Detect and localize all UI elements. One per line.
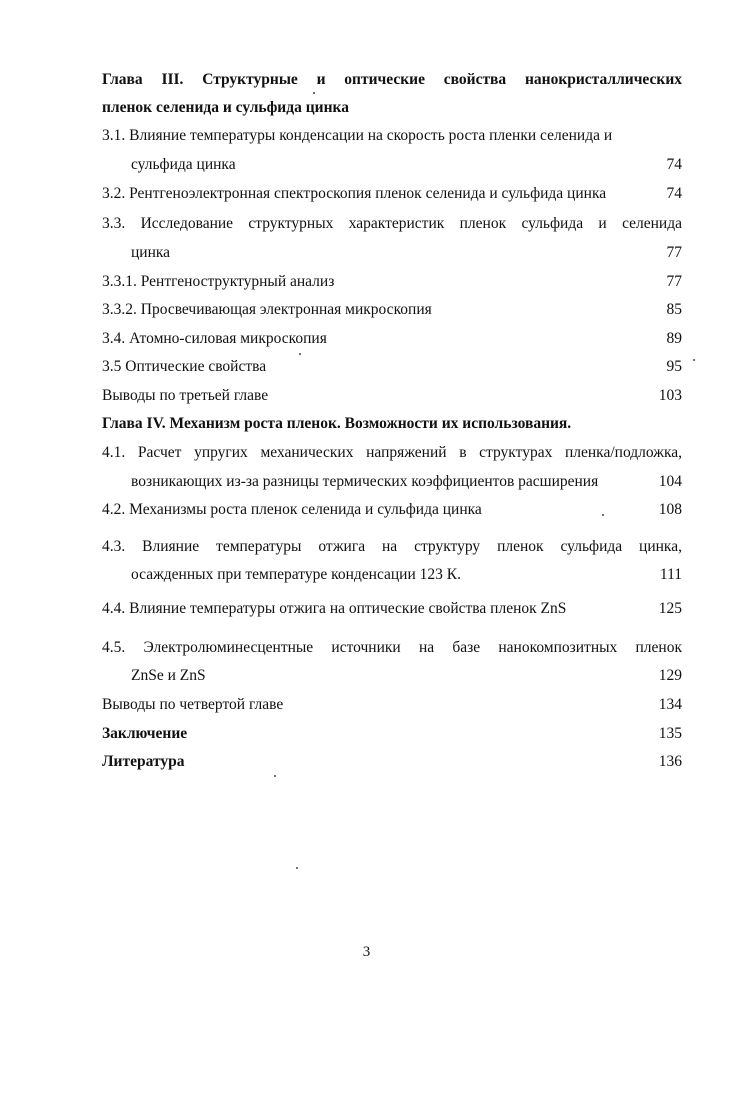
toc-entry-conclusions-3-page: 103 <box>658 387 682 404</box>
toc-entry-3-3-page: 77 <box>666 244 682 261</box>
scan-speck <box>299 353 301 355</box>
toc-entry-3-3-1-text: 3.3.1. Рентгеноструктурный анализ <box>102 273 335 290</box>
scan-speck <box>693 359 695 361</box>
toc-entry-4-1-page: 104 <box>658 473 682 490</box>
toc-entry-3-2-page: 74 <box>666 185 682 202</box>
toc-entry-4-5-line-2: ZnSe и ZnS <box>131 667 206 684</box>
toc-entry-4-3-line-2: осажденных при температуре конденсации 123 К. <box>131 566 461 583</box>
toc-entry-conclusions-4-page: 134 <box>658 696 682 713</box>
toc-entry-4-1-line-2: возникающих из-за разницы термических коэффициентов расширения <box>131 473 599 490</box>
toc-entry-4-4-page: 125 <box>658 600 682 617</box>
toc-entry-3-1-page: 74 <box>666 156 682 173</box>
toc-entry-3-3-line-2: цинка <box>131 244 171 261</box>
toc-entry-3-4-page: 89 <box>666 330 682 347</box>
toc-entry-4-5-line-1: 4.5. Электролюминесцентные источники на базе нанокомпозитных пленок <box>102 639 682 656</box>
toc-entry-literature-page: 136 <box>658 753 682 770</box>
toc-entry-conclusions-4-text: Выводы по четвертой главе <box>102 696 284 713</box>
toc-entry-3-3-line-1: 3.3. Исследование структурных характеристик пленок сульфида и селенида <box>102 215 682 232</box>
toc-entry-4-3-page: 111 <box>659 566 682 583</box>
page-number: 3 <box>362 944 371 960</box>
toc-entry-4-4-text: 4.4. Влияние температуры отжига на оптические свойства пленок ZnS <box>102 600 567 617</box>
toc-entry-3-5-text: 3.5 Оптические свойства <box>102 358 267 375</box>
toc-entry-conclusion-page: 135 <box>658 725 682 742</box>
scan-speck <box>313 92 315 94</box>
chapter-3-title-line-1: Глава III. Структурные и оптические свойства нанокристаллических <box>102 71 682 88</box>
toc-entry-3-3-2-page: 85 <box>666 301 682 318</box>
toc-entry-literature-text: Литература <box>102 753 185 770</box>
toc-entry-4-3-line-1: 4.3. Влияние температуры отжига на структуру пленок сульфида цинка, <box>102 538 682 555</box>
chapter-4-title: Глава IV. Механизм роста пленок. Возможности их использования. <box>102 415 572 432</box>
scan-speck <box>296 867 298 869</box>
chapter-3-title-line-2: пленок селенида и сульфида цинка <box>102 99 349 116</box>
toc-entry-3-2-text: 3.2. Рентгеноэлектронная спектроскопия пленок селенида и сульфида цинка <box>102 185 607 202</box>
toc-entry-conclusion-text: Заключение <box>102 725 188 742</box>
toc-entry-4-2-page: 108 <box>658 501 682 518</box>
toc-entry-3-1-line-1: 3.1. Влияние температуры конденсации на скорость роста пленки селенида и <box>102 127 613 144</box>
toc-entry-3-3-2-text: 3.3.2. Просвечивающая электронная микроскопия <box>102 301 432 318</box>
toc-entry-4-5-page: 129 <box>658 667 682 684</box>
toc-entry-3-3-1-page: 77 <box>666 273 682 290</box>
toc-entry-3-4-text: 3.4. Атомно-силовая микроскопия <box>102 330 327 347</box>
scan-speck <box>274 775 276 777</box>
toc-entry-3-1-line-2: сульфида цинка <box>131 156 236 173</box>
toc-entry-3-5-page: 95 <box>666 358 682 375</box>
toc-entry-4-1-line-1: 4.1. Расчет упругих механических напряжений в структурах пленка/подложка, <box>102 444 682 461</box>
toc-entry-conclusions-3-text: Выводы по третьей главе <box>102 387 269 404</box>
scan-speck <box>602 514 604 516</box>
toc-entry-4-2-text: 4.2. Механизмы роста пленок селенида и сульфида цинка <box>102 501 482 518</box>
